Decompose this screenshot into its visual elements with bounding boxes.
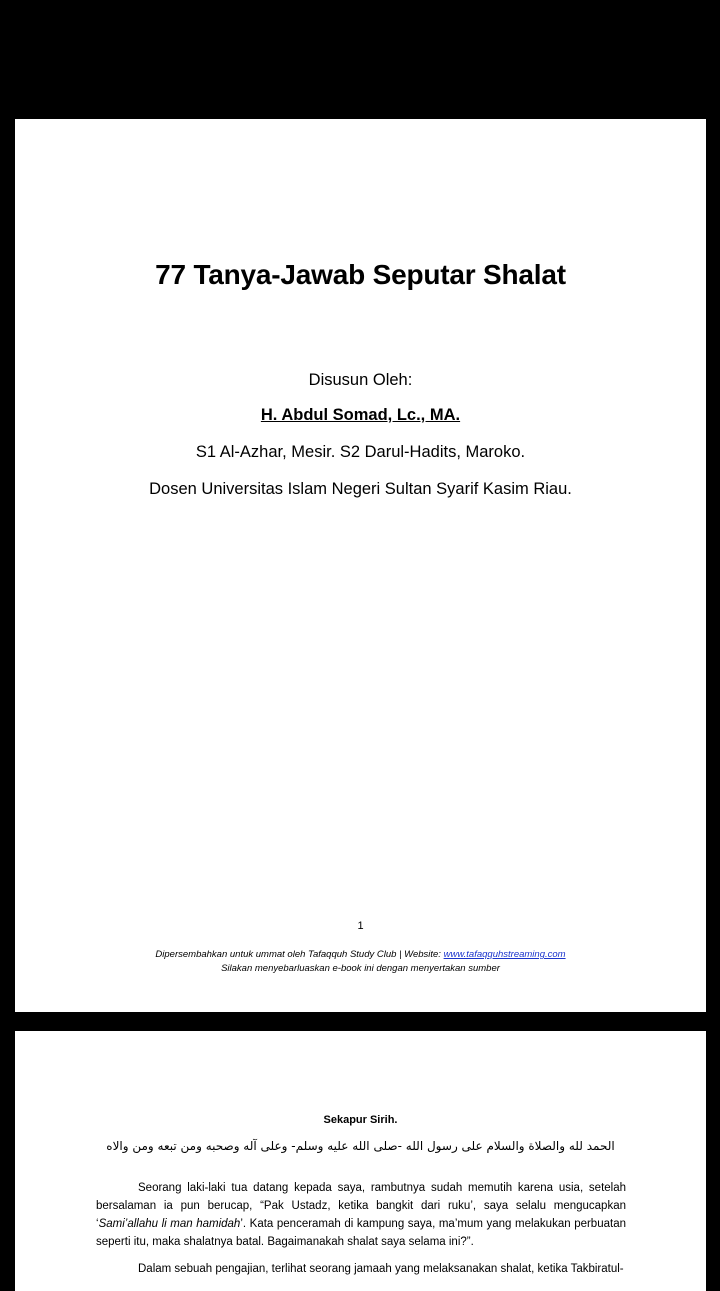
- author-name: H. Abdul Somad, Lc., MA.: [260, 406, 461, 424]
- author-position: Dosen Universitas Islam Negeri Sultan Syarif Kasim Riau.: [149, 480, 572, 498]
- footer-dedication-text: Dipersembahkan untuk ummat oleh Tafaqquh Study Club | Website:: [155, 949, 444, 960]
- document-page-2: [15, 1031, 706, 1291]
- paragraph-1: [96, 1179, 626, 1251]
- compiled-by-label: Disusun Oleh:: [308, 371, 413, 389]
- page-number: 1: [357, 920, 364, 932]
- document-page-1: [15, 119, 706, 1012]
- paragraph-1-part-1: Seorang laki-laki tua datang kepada saya, rambutnya sudah memutih karena usia, setelah bersalaman ia pun berucap, “Pak Ustadz, ketika bangkit dari ruku’, saya selalu mengucapkan ‘: [96, 1182, 626, 1230]
- section-heading: Sekapur Sirih.: [323, 1114, 398, 1126]
- book-title: 77 Tanya-Jawab Seputar Shalat: [155, 259, 566, 290]
- paragraph-2: Dalam sebuah pengajian, terlihat seorang jamaah yang melaksanakan shalat, ketika Takbiratul-: [138, 1263, 624, 1275]
- author-education: S1 Al-Azhar, Mesir. S2 Darul-Hadits, Maroko.: [195, 443, 526, 461]
- website-link[interactable]: www.tafaqquhstreaming.com: [443, 949, 566, 960]
- arabic-opening: الحمد لله والصلاة والسلام على رسول الله -صلى الله عليه وسلم- وعلى آله وصحبه ومن تبعه ومن والاه: [106, 1139, 615, 1153]
- paragraph-1-italic-quote: Sami’allahu li man hamidah: [98, 1218, 241, 1230]
- paragraph-1-part-2: ’. Kata penceramah di kampung saya, ma’mum yang melakukan perbuatan seperti itu, maka shalatnya batal. Bagaimanakah shalat saya selama ini?”.: [96, 1218, 626, 1248]
- footer-notice: Silakan menyebarluaskan e-book ini dengan menyertakan sumber: [221, 963, 500, 974]
- footer-dedication: [15, 949, 706, 960]
